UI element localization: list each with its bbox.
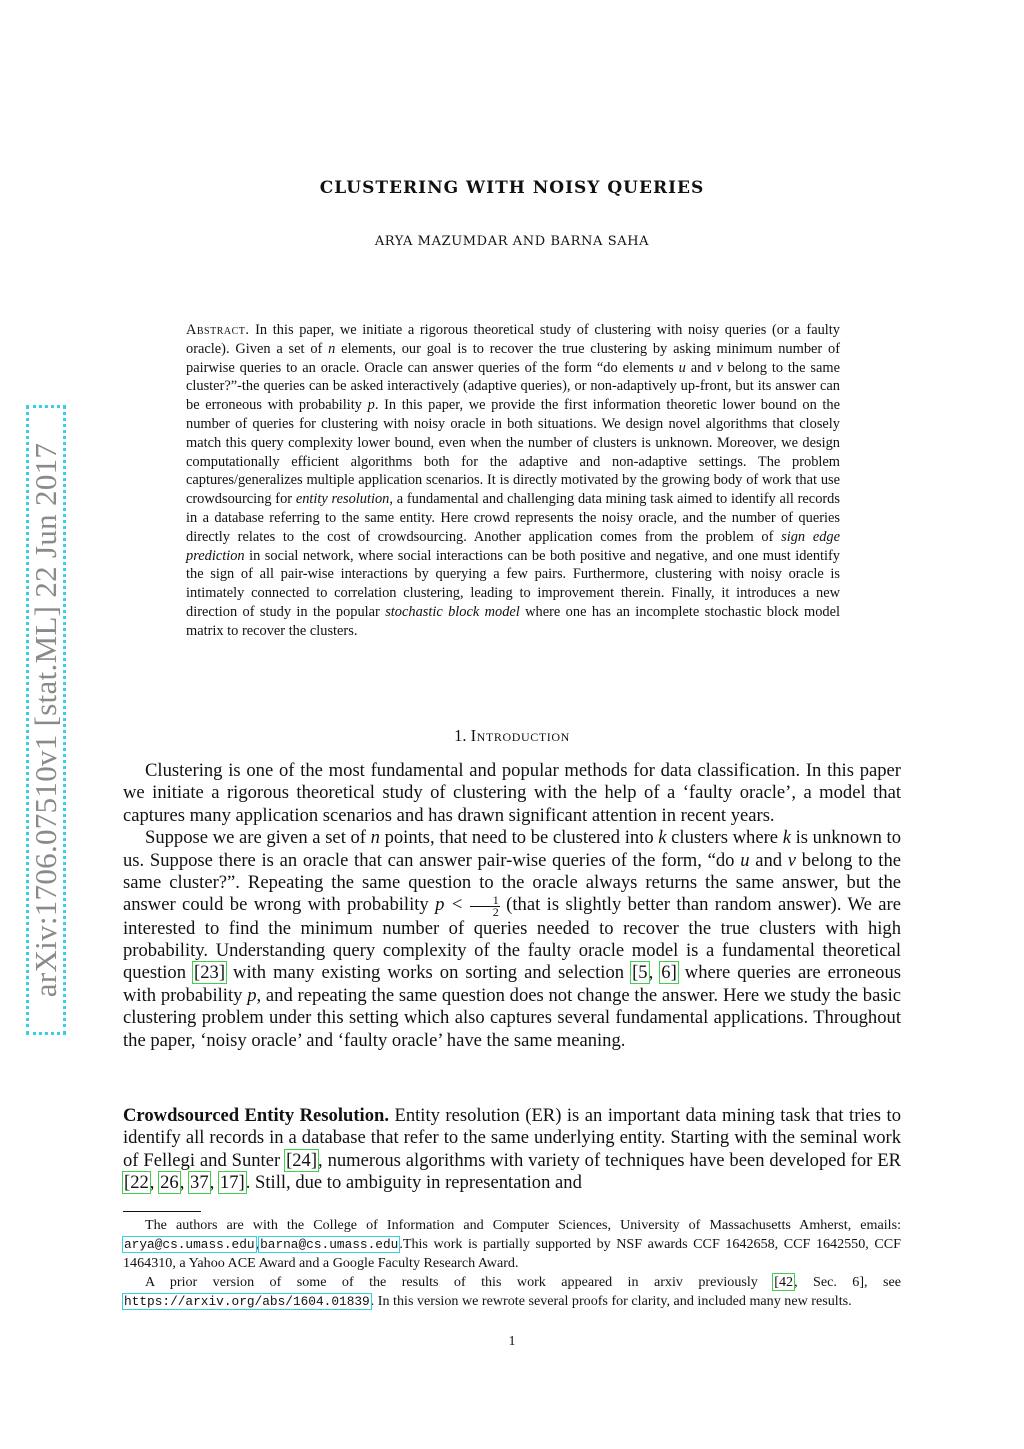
abstract-text: . In this paper, we provide the first information theoretic lower bound on the number of queries for clustering with noisy oracle in both situations. We design novel algorithms that closely match this query complexity lower bound, even when the number of clusters is unknown. Moreover, we design computationally efficient algorithms both for the adaptive and non-adaptive settings. The problem captures/generalizes multiple application scenarios. It is directly motivated by the growing body of work that use crowdsourcing for	[186, 397, 840, 508]
math-n: n	[370, 827, 380, 849]
citation-link-26[interactable]: 26	[160, 1172, 179, 1194]
arxiv-url-link[interactable]: https://arxiv.org/abs/1604.01839	[124, 1294, 370, 1309]
citation-link-5[interactable]: [5	[632, 962, 648, 984]
text: where queries are erroneous with probability	[123, 962, 901, 1006]
text: . Still, due to ambiguity in representation and	[245, 1172, 582, 1194]
footnote-affiliation	[123, 1216, 901, 1273]
fraction-denominator: 2	[492, 904, 499, 919]
emph-entity-resolution: entity resolution	[295, 491, 390, 508]
abstract-text: elements, our goal is to recover the true clustering by asking minimum number of pairwise queries to an oracle. Oracle can answer queries of the form “do elements	[186, 340, 840, 376]
introduction-body	[123, 760, 901, 1052]
math-p-less-than: p <	[435, 894, 464, 916]
text: ,	[255, 1236, 260, 1252]
intro-paragraph-1: Clustering is one of the most fundamental and popular methods for data classification. In this paper we initiate a rigorous theoretical study of clustering with the help of a ‘faulty oracle’, a model that captures many application scenarios and has drawn significant attention in recent years.	[123, 760, 901, 826]
math-u: u	[678, 359, 686, 376]
math-k: k	[658, 827, 667, 849]
text: . In this version we rewrote several proofs for clarity, and included many new results.	[370, 1293, 852, 1309]
text: Entity resolution (ER) is an important data mining task that tries to identify all records in a database that refer to the same underlying entity. Starting with the seminal work of Fellegi and Sunter	[123, 1105, 901, 1171]
math-u: u	[740, 849, 750, 871]
abstract-label: Abstract.	[186, 322, 250, 338]
math-p: p	[247, 984, 257, 1006]
text: is unknown to us. Suppose there is an oracle that can answer pair-wise queries of the form, “do	[123, 827, 901, 871]
crowdsourced-er-paragraph	[123, 1105, 901, 1195]
text: , numerous algorithms with variety of techniques have been developed for ER	[318, 1149, 901, 1171]
abstract	[186, 321, 840, 641]
text: .This work is partially supported by NSF awards CCF 1642658, CCF 1642550, CCF 1464310, a Yahoo ACE Award and a Google Faculty Research Award.	[123, 1236, 901, 1271]
text: ,	[648, 962, 654, 984]
paragraph-heading: Crowdsourced Entity Resolution.	[123, 1105, 389, 1126]
text: and	[749, 849, 788, 871]
text: belong to the same cluster?”. Repeating the same question to the oracle always returns the same answer, but the answer could be wrong with probability	[123, 849, 902, 916]
citation-link-6[interactable]: 6]	[661, 962, 677, 984]
abstract-text: and	[685, 359, 717, 376]
text: The authors are with the College of Information and Computer Sciences, University of Massachusetts Amherst, emails:	[145, 1217, 901, 1233]
email-link-arya[interactable]: arya@cs.umass.edu	[124, 1237, 255, 1252]
abstract-text: belong to the same cluster?”-the queries can be asked interactively (adaptive queries), or non-adaptively up-front, but its answer can be erroneous with probability	[186, 359, 840, 414]
text: with many existing works on sorting and selection	[226, 962, 632, 984]
footnote-prior-version	[123, 1273, 901, 1311]
paper-title: CLUSTERING WITH NOISY QUERIES	[319, 178, 705, 198]
section-title-text: Introduction	[470, 726, 570, 745]
math-v: v	[716, 359, 723, 376]
page-number: 1	[508, 1334, 516, 1349]
fraction-numerator: 1	[470, 895, 500, 907]
text: , Sec. 6], see	[794, 1274, 901, 1290]
arxiv-stamp-text: arXiv:1706.07510v1 [stat.ML] 22 Jun 2017	[28, 442, 63, 998]
emph-sign-edge-prediction: sign edge prediction	[186, 528, 840, 564]
text: clusters where	[666, 827, 783, 849]
math-k: k	[782, 827, 791, 849]
text: Suppose we are given a set of	[145, 827, 371, 849]
text: , and repeating the same question does not change the answer. Here we study the basic clustering problem under this setting which also captures several fundamental applications. Throughout the paper, ‘noisy oracle’ and ‘faulty oracle’ have the same meaning.	[123, 984, 902, 1051]
section-heading-introduction	[0, 726, 1024, 746]
text: ,	[149, 1172, 155, 1194]
citation-link-37[interactable]: 37	[190, 1172, 209, 1194]
arxiv-stamp-link[interactable]	[26, 405, 66, 1035]
abstract-text: in social network, where social interactions can be both positive and negative, and one must identify the sign of all pair-wise interactions by querying a few pairs. Furthermore, clustering with noisy oracle is intimately connected to correlation clustering, leading to improvement therein. Finally, it introduces a new direction of study in the popular	[186, 547, 840, 620]
text: ,	[179, 1172, 185, 1194]
abstract-text: where one has an incomplete stochastic block model matrix to recover the clusters.	[186, 603, 840, 639]
citation-link-23[interactable]: [23]	[194, 962, 226, 984]
citation-link-42[interactable]: [42	[774, 1274, 794, 1290]
section-number: 1.	[454, 726, 467, 745]
crowd-paragraph	[123, 1105, 901, 1195]
abstract-text: , a fundamental and challenging data mining task aimed to identify all records in a database referring to the same entity. Here crowd represents the noisy oracle, and the number of queries directly relates to the cost of crowdsourcing. Another application comes from the problem of	[186, 491, 840, 545]
math-n: n	[328, 340, 336, 357]
emph-stochastic-block-model: stochastic block model	[385, 603, 520, 620]
footnote-rule	[123, 1211, 201, 1212]
math-p: p	[367, 397, 375, 414]
citation-link-22[interactable]: [22	[124, 1172, 149, 1194]
email-link-barna[interactable]: barna@cs.umass.edu	[260, 1237, 399, 1252]
text: (that is slightly better than random answer). We are interested to find the minimum number of queries needed to recover the true clusters with high probability. Understanding query complexity of the faulty oracle model is a fundamental theoretical question	[123, 894, 901, 984]
citation-link-24[interactable]: [24]	[286, 1149, 318, 1171]
abstract-text: In this paper, we initiate a rigorous theoretical study of clustering with noisy queries (or a faulty oracle). Given a set of	[186, 322, 840, 357]
footnotes	[123, 1216, 901, 1311]
text: ,	[209, 1172, 215, 1194]
text: points, that need to be clustered into	[379, 827, 659, 849]
intro-paragraph-2	[123, 827, 901, 1052]
paper-authors: ARYA MAZUMDAR AND BARNA SAHA	[374, 234, 650, 249]
citation-link-17[interactable]: 17]	[219, 1172, 245, 1194]
math-v: v	[787, 849, 797, 871]
fraction-one-half	[470, 892, 500, 919]
text: A prior version of some of the results of this work appeared in arxiv previously	[145, 1274, 774, 1290]
